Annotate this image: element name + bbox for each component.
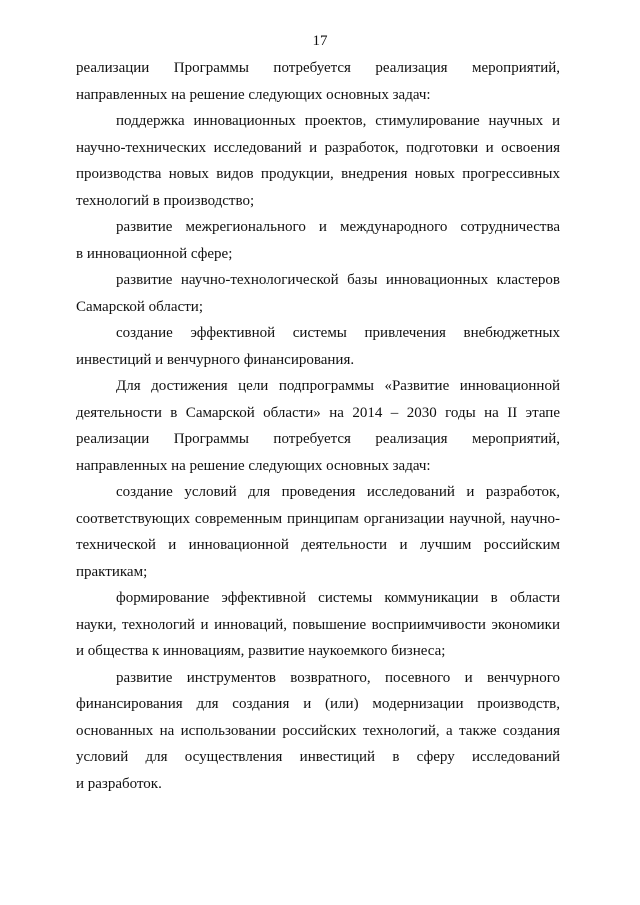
text-line: научно-технических исследований и разработок, подготовки и освоения bbox=[76, 139, 560, 156]
text-line: создание условий для проведения исследований и разработок, bbox=[116, 484, 560, 500]
text-line: и общества к инновациям, развитие наукоемкого бизнеса; bbox=[76, 643, 446, 659]
text-line: технической и инновационной деятельности и лучшим российским bbox=[76, 537, 560, 553]
text-line: формирование эффективной системы коммуникации в области bbox=[116, 590, 560, 606]
text-line: развитие научно-технологической базы инновационных кластеров bbox=[116, 272, 560, 288]
page-number: 17 bbox=[312, 33, 328, 49]
text-line: создание эффективной системы привлечения внебюджетных bbox=[116, 325, 560, 341]
text-line: Для достижения цели подпрограммы «Развитие инновационной bbox=[116, 378, 560, 394]
text-line: направленных на решение следующих основных задач: bbox=[76, 86, 431, 103]
text-line: реализации Программы потребуется реализация мероприятий, bbox=[76, 431, 560, 447]
text-line: развитие инструментов возвратного, посевного и венчурного bbox=[116, 669, 560, 686]
text-line: науки, технологий и инноваций, повышение восприимчивости экономики bbox=[76, 616, 560, 633]
text-line: в инновационной сфере; bbox=[76, 245, 233, 262]
text-line: практикам; bbox=[76, 563, 148, 580]
text-line: Самарской области; bbox=[76, 298, 203, 315]
text-line: реализации Программы потребуется реализация мероприятий, bbox=[76, 60, 560, 76]
text-line: и разработок. bbox=[76, 775, 162, 792]
text-line: деятельности в Самарской области» на 2014 – 2030 годы на II этапе bbox=[76, 404, 560, 421]
text-line: производства новых видов продукции, внедрения новых прогрессивных bbox=[76, 166, 560, 182]
text-line: поддержка инновационных проектов, стимулирование научных и bbox=[116, 113, 560, 129]
text-line: технологий в производство; bbox=[76, 192, 255, 209]
text-line: условий для осуществления инвестиций в сферу исследований bbox=[76, 749, 560, 765]
text-line: развитие межрегионального и международного сотрудничества bbox=[116, 219, 560, 235]
text-line: инвестиций и венчурного финансирования. bbox=[76, 351, 355, 368]
text-line: финансирования для создания и (или) модернизации производств, bbox=[76, 696, 560, 712]
body-text bbox=[76, 55, 560, 797]
text-line: направленных на решение следующих основных задач: bbox=[76, 457, 431, 474]
text-line: соответствующих современным принципам организации научной, научно- bbox=[76, 510, 560, 527]
text-line: основанных на использовании российских технологий, а также создания bbox=[76, 722, 560, 739]
